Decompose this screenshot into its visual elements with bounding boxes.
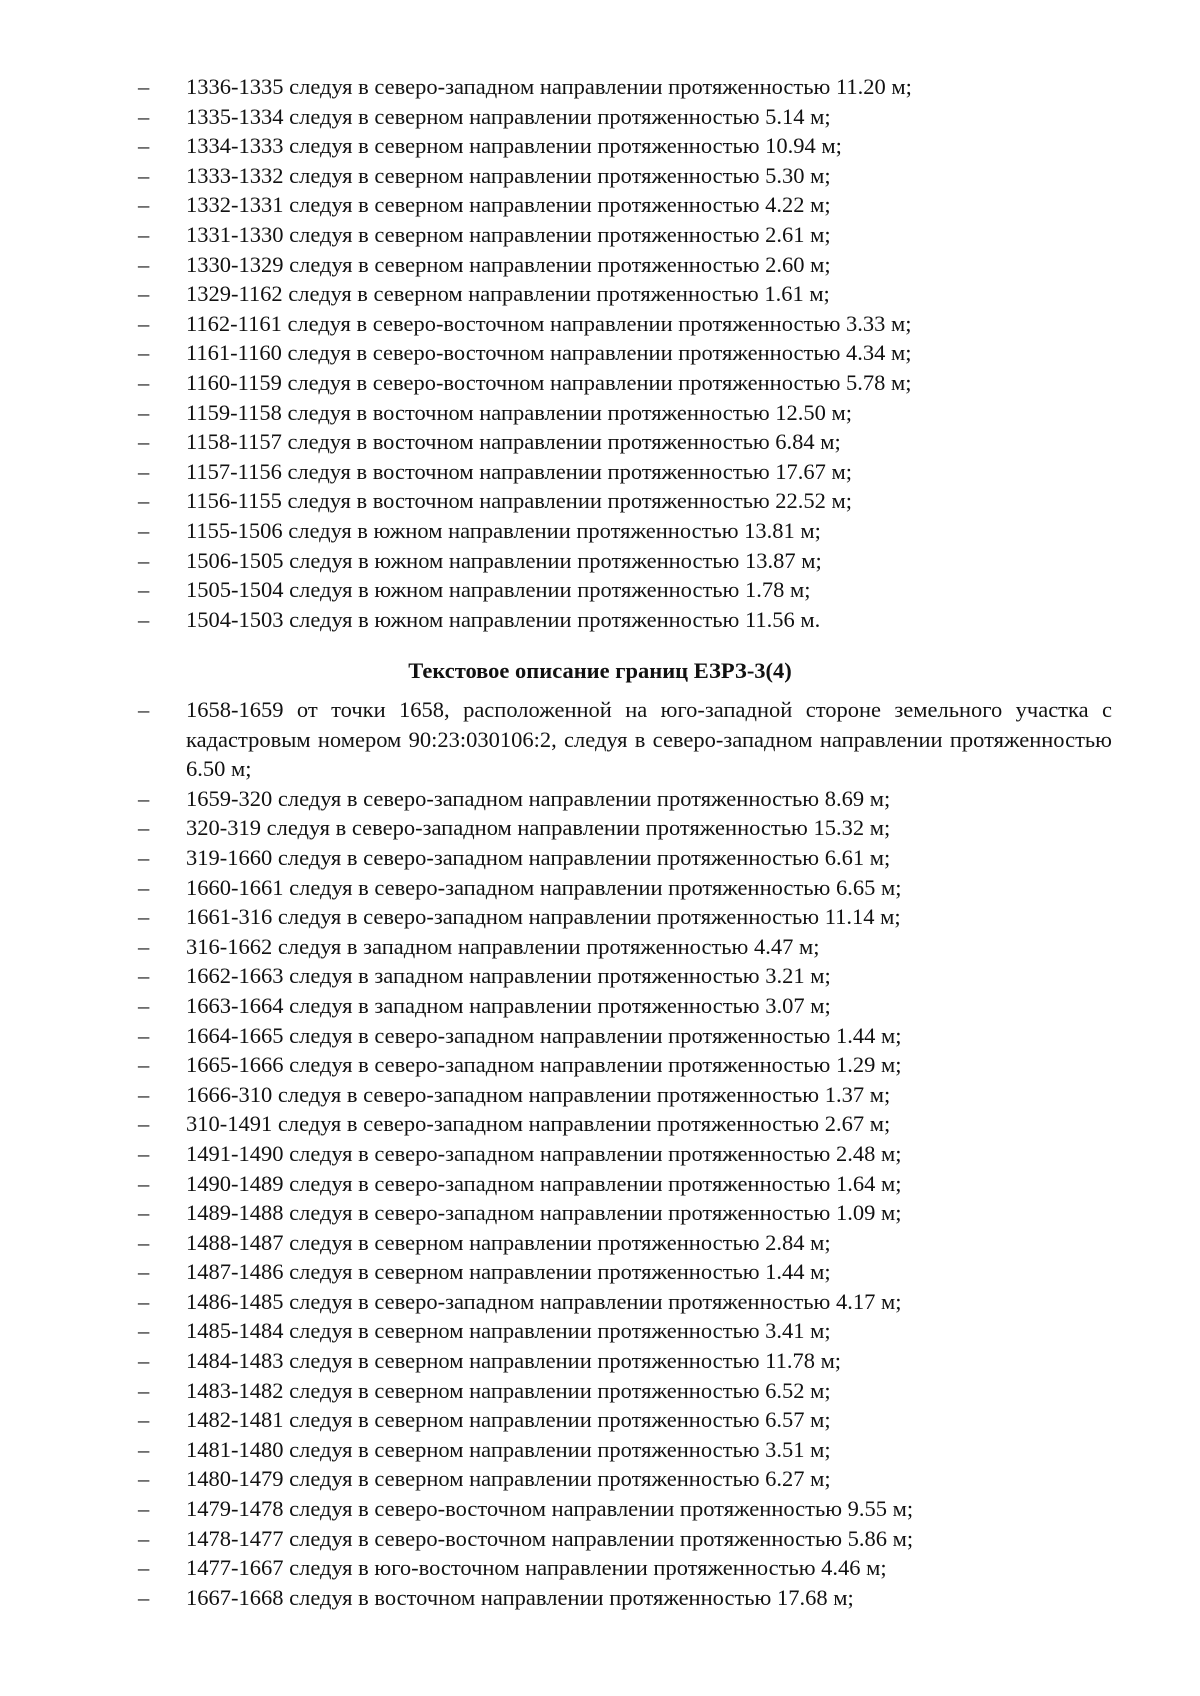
list-item-text: 1331-1330 следуя в северном направлении протяженностью 2.61 м;: [186, 221, 831, 247]
boundary-list-1: [0, 72, 1200, 634]
bullet-dash: –: [138, 133, 150, 159]
list-item: [0, 279, 1200, 309]
list-item: [0, 1405, 1200, 1435]
bullet-dash: –: [138, 1052, 150, 1078]
list-item: [0, 1169, 1200, 1199]
bullet-dash: –: [138, 933, 150, 959]
bullet-dash: –: [138, 1377, 150, 1403]
bullet-dash: –: [138, 815, 150, 841]
bullet-dash: –: [138, 369, 150, 395]
list-item-text: 1485-1484 следуя в северном направлении протяженностью 3.41 м;: [186, 1318, 831, 1344]
list-item-text: 1478-1477 следуя в северо-восточном направлении протяженностью 5.86 м;: [186, 1525, 914, 1551]
list-item-text: 1333-1332 следуя в северном направлении протяженностью 5.30 м;: [186, 162, 831, 188]
list-item-text: 1661-316 следуя в северо-западном направлении протяженностью 11.14 м;: [186, 904, 901, 930]
bullet-dash: –: [138, 547, 150, 573]
bullet-dash: –: [138, 399, 150, 425]
bullet-dash: –: [138, 488, 150, 514]
list-item: [0, 1139, 1200, 1169]
bullet-dash: –: [138, 310, 150, 336]
list-item: [0, 1287, 1200, 1317]
list-item: [0, 368, 1200, 398]
bullet-dash: –: [138, 606, 150, 632]
list-item-text: 1487-1486 следуя в северном направлении протяженностью 1.44 м;: [186, 1259, 831, 1285]
list-item: [0, 1109, 1200, 1139]
bullet-dash: –: [138, 251, 150, 277]
list-item: [0, 427, 1200, 457]
list-item-text: 1155-1506 следуя в южном направлении протяженностью 13.81 м;: [186, 517, 821, 543]
bullet-dash: –: [138, 874, 150, 900]
list-item: [0, 843, 1200, 873]
list-item-text: 1659-320 следуя в северо-западном направлении протяженностью 8.69 м;: [186, 785, 891, 811]
bullet-dash: –: [138, 1496, 150, 1522]
bullet-dash: –: [138, 192, 150, 218]
list-item: [0, 1257, 1200, 1287]
bullet-dash: –: [138, 103, 150, 129]
list-item: [0, 516, 1200, 546]
bullet-dash: –: [138, 1229, 150, 1255]
list-item-text: 1335-1334 следуя в северном направлении протяженностью 5.14 м;: [186, 103, 831, 129]
list-item-text: 1482-1481 следуя в северном направлении протяженностью 6.57 м;: [186, 1407, 831, 1433]
list-item-text: 320-319 следуя в северо-западном направлении протяженностью 15.32 м;: [186, 815, 891, 841]
list-item: [0, 1583, 1200, 1613]
list-item: [0, 1346, 1200, 1376]
list-item: [0, 72, 1200, 102]
list-item: [0, 873, 1200, 903]
bullet-dash: –: [138, 904, 150, 930]
list-item: [0, 1376, 1200, 1406]
list-item: [0, 1494, 1200, 1524]
list-item: [0, 605, 1200, 635]
list-item-text: 1330-1329 следуя в северном направлении протяженностью 2.60 м;: [186, 251, 831, 277]
list-item: [0, 1050, 1200, 1080]
list-item-text: 1505-1504 следуя в южном направлении протяженностью 1.78 м;: [186, 577, 811, 603]
list-item-text: 1160-1159 следуя в северо-восточном направлении протяженностью 5.78 м;: [186, 369, 912, 395]
list-item: [0, 398, 1200, 428]
list-item-text: 1665-1666 следуя в северо-западном направлении протяженностью 1.29 м;: [186, 1052, 902, 1078]
bullet-dash: –: [138, 1200, 150, 1226]
list-item-text: 1664-1665 следуя в северо-западном направлении протяженностью 1.44 м;: [186, 1022, 902, 1048]
bullet-dash: –: [138, 1081, 150, 1107]
list-item-text: 1159-1158 следуя в восточном направлении протяженностью 12.50 м;: [186, 399, 853, 425]
list-item: [0, 131, 1200, 161]
bullet-dash: –: [138, 1259, 150, 1285]
bullet-dash: –: [138, 340, 150, 366]
list-item: [0, 932, 1200, 962]
list-item-text: 1161-1160 следуя в северо-восточном направлении протяженностью 4.34 м;: [186, 340, 912, 366]
list-item-text: 1490-1489 следуя в северо-западном направлении протяженностью 1.64 м;: [186, 1170, 902, 1196]
list-item: [0, 1228, 1200, 1258]
bullet-dash: –: [138, 517, 150, 543]
list-item: [0, 784, 1200, 814]
list-item: [0, 546, 1200, 576]
list-item-text: 1488-1487 следуя в северном направлении протяженностью 2.84 м;: [186, 1229, 831, 1255]
list-item-text: 1506-1505 следуя в южном направлении протяженностью 13.87 м;: [186, 547, 822, 573]
boundary-list-2: [0, 695, 1200, 1612]
bullet-dash: –: [138, 281, 150, 307]
list-item: [0, 250, 1200, 280]
list-item-text: 1477-1667 следуя в юго-восточном направлении протяженностью 4.46 м;: [186, 1555, 887, 1581]
bullet-dash: –: [138, 1584, 150, 1610]
list-item: [0, 1553, 1200, 1583]
bullet-dash: –: [138, 458, 150, 484]
list-item: [0, 338, 1200, 368]
bullet-dash: –: [138, 963, 150, 989]
bullet-dash: –: [138, 1022, 150, 1048]
list-item-text: 1483-1482 следуя в северном направлении протяженностью 6.52 м;: [186, 1377, 831, 1403]
list-item: [0, 991, 1200, 1021]
list-item: [0, 1524, 1200, 1554]
bullet-dash: –: [138, 1436, 150, 1462]
list-item: [0, 961, 1200, 991]
list-item: [0, 220, 1200, 250]
bullet-dash: –: [138, 1111, 150, 1137]
list-item-text: 1156-1155 следуя в восточном направлении протяженностью 22.52 м;: [186, 488, 853, 514]
list-item-text: 1486-1485 следуя в северо-западном направлении протяженностью 4.17 м;: [186, 1288, 902, 1314]
bullet-dash: –: [138, 1288, 150, 1314]
bullet-dash: –: [138, 1170, 150, 1196]
list-item-text: 1329-1162 следуя в северном направлении протяженностью 1.61 м;: [186, 281, 830, 307]
bullet-dash: –: [138, 992, 150, 1018]
bullet-dash: –: [138, 844, 150, 870]
list-item: [0, 1435, 1200, 1465]
list-item-text: 1667-1668 следуя в восточном направлении протяженностью 17.68 м;: [186, 1584, 854, 1610]
bullet-dash: –: [138, 697, 150, 722]
bullet-dash: –: [138, 1140, 150, 1166]
list-item: [0, 1021, 1200, 1051]
list-item-text: 310-1491 следуя в северо-западном направлении протяженностью 2.67 м;: [186, 1111, 891, 1137]
list-item: [0, 1464, 1200, 1494]
list-item: [0, 161, 1200, 191]
list-item: [0, 813, 1200, 843]
list-item-text: 1658-1659 от точки 1658, расположенной на юго-западной стороне земельного участка с кадастровым номером 90:23:030106:2, следуя в северо-западном направлении протяженностью 6.50 м;: [186, 697, 1112, 782]
list-item: [0, 486, 1200, 516]
list-item-text: 1157-1156 следуя в восточном направлении протяженностью 17.67 м;: [186, 458, 853, 484]
list-item-text: 1504-1503 следуя в южном направлении протяженностью 11.56 м.: [186, 606, 821, 632]
list-item-text: 1489-1488 следуя в северо-западном направлении протяженностью 1.09 м;: [186, 1200, 902, 1226]
list-item: [0, 695, 1200, 784]
list-item-text: 1480-1479 следуя в северном направлении протяженностью 6.27 м;: [186, 1466, 831, 1492]
bullet-dash: –: [138, 221, 150, 247]
bullet-dash: –: [138, 1466, 150, 1492]
list-item-text: 316-1662 следуя в западном направлении протяженностью 4.47 м;: [186, 933, 820, 959]
list-item-text: 1491-1490 следуя в северо-западном направлении протяженностью 2.48 м;: [186, 1140, 902, 1166]
list-item-text: 319-1660 следуя в северо-западном направлении протяженностью 6.61 м;: [186, 844, 891, 870]
section-heading: Текстовое описание границ ЕЗРЗ-3(4): [408, 658, 792, 683]
bullet-dash: –: [138, 1348, 150, 1374]
list-item: [0, 1080, 1200, 1110]
list-item: [0, 457, 1200, 487]
list-item: [0, 190, 1200, 220]
list-item-text: 1332-1331 следуя в северном направлении протяженностью 4.22 м;: [186, 192, 831, 218]
list-item: [0, 1316, 1200, 1346]
list-item-text: 1663-1664 следуя в западном направлении протяженностью 3.07 м;: [186, 992, 831, 1018]
bullet-dash: –: [138, 577, 150, 603]
list-item: [0, 575, 1200, 605]
list-item: [0, 902, 1200, 932]
list-item-text: 1666-310 следуя в северо-западном направлении протяженностью 1.37 м;: [186, 1081, 891, 1107]
bullet-dash: –: [138, 1318, 150, 1344]
bullet-dash: –: [138, 429, 150, 455]
list-item-text: 1662-1663 следуя в западном направлении протяженностью 3.21 м;: [186, 963, 831, 989]
list-item-text: 1336-1335 следуя в северо-западном направлении протяженностью 11.20 м;: [186, 74, 912, 99]
list-item-text: 1158-1157 следуя в восточном направлении протяженностью 6.84 м;: [186, 429, 841, 455]
list-item-text: 1162-1161 следуя в северо-восточном направлении протяженностью 3.33 м;: [186, 310, 912, 336]
list-item: [0, 1198, 1200, 1228]
list-item-text: 1334-1333 следуя в северном направлении протяженностью 10.94 м;: [186, 133, 842, 159]
list-item-text: 1484-1483 следуя в северном направлении протяженностью 11.78 м;: [186, 1348, 842, 1374]
list-item: [0, 309, 1200, 339]
bullet-dash: –: [138, 162, 150, 188]
bullet-dash: –: [138, 1525, 150, 1551]
list-item-text: 1479-1478 следуя в северо-восточном направлении протяженностью 9.55 м;: [186, 1496, 914, 1522]
bullet-dash: –: [138, 785, 150, 811]
bullet-dash: –: [138, 1555, 150, 1581]
list-item-text: 1481-1480 следуя в северном направлении протяженностью 3.51 м;: [186, 1436, 831, 1462]
bullet-dash: –: [138, 1407, 150, 1433]
list-item: [0, 102, 1200, 132]
bullet-dash: –: [138, 74, 150, 99]
list-item-text: 1660-1661 следуя в северо-западном направлении протяженностью 6.65 м;: [186, 874, 902, 900]
